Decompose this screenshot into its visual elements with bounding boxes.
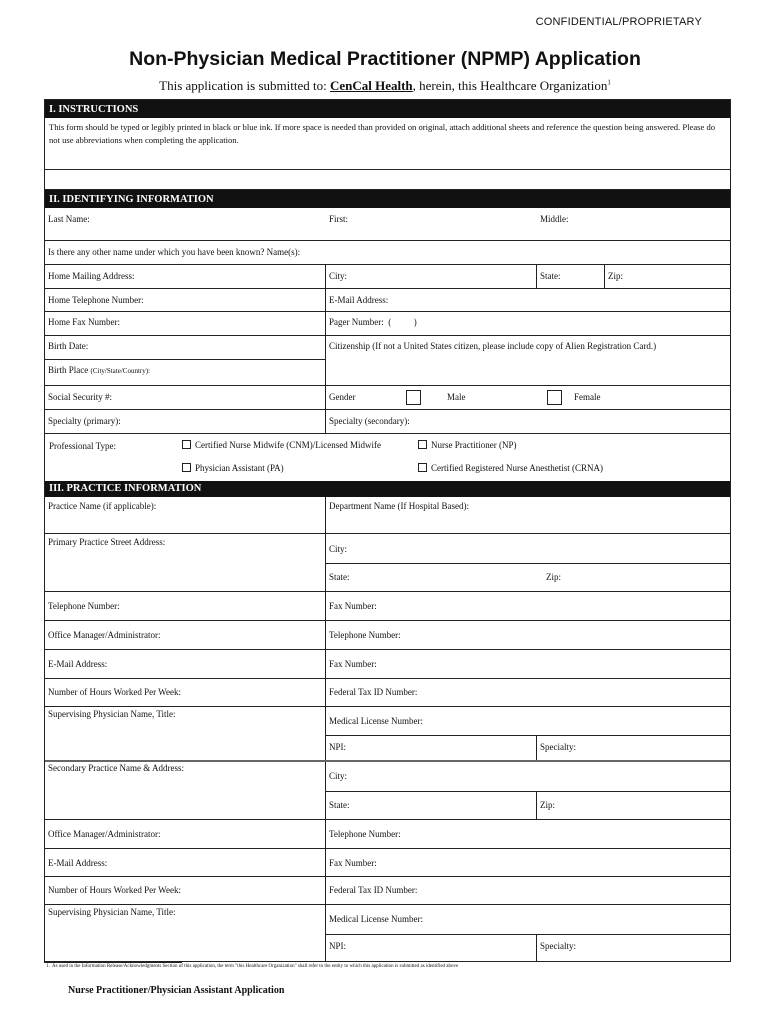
last-name-field[interactable]: Last Name: — [48, 214, 90, 224]
secondary-fax-field[interactable]: Fax Number: — [329, 858, 377, 868]
secondary-address-field[interactable]: Secondary Practice Name & Address: — [45, 762, 326, 819]
primary-license-field[interactable]: Medical License Number: — [326, 707, 730, 736]
home-state-field[interactable]: State: — [537, 265, 605, 288]
cnm-checkbox[interactable] — [182, 440, 191, 449]
primary-email-row — [45, 650, 730, 679]
primary-npi-row — [326, 736, 730, 760]
primary-manager-row — [45, 621, 730, 650]
footnote-number: 1 — [46, 964, 49, 969]
first-name-field[interactable]: First: — [329, 214, 349, 224]
primary-specialty-field[interactable]: Specialty: — [540, 742, 576, 752]
gender-label: Gender — [329, 391, 356, 402]
section-instructions-heading: I. INSTRUCTIONS — [45, 100, 730, 118]
spacer-row — [45, 170, 730, 190]
specialty-primary-field[interactable]: Specialty (primary): — [45, 410, 326, 433]
primary-zip-field[interactable]: Zip: — [546, 572, 561, 582]
ssn-row — [45, 386, 730, 410]
birth-place-label: Birth Place — [48, 365, 89, 375]
secondary-city-state-col — [326, 762, 730, 819]
secondary-license-col — [326, 905, 730, 961]
pager-field[interactable]: Pager Number: ( ) — [329, 317, 417, 327]
crna-checkbox[interactable] — [418, 463, 427, 472]
male-label: Male — [447, 391, 466, 402]
secondary-supervising-row — [45, 905, 730, 961]
home-address-row — [45, 265, 730, 289]
np-label: Nurse Practitioner (NP) — [431, 440, 517, 450]
home-fax-row — [45, 312, 730, 336]
specialty-secondary-field[interactable]: Specialty (secondary): — [329, 416, 410, 426]
pa-checkbox[interactable] — [182, 463, 191, 472]
section-practice-heading: III. PRACTICE INFORMATION — [45, 481, 730, 497]
primary-phone-row — [45, 592, 730, 621]
section-identifying-heading: II. IDENTIFYING INFORMATION — [45, 190, 730, 208]
birth-date-field[interactable]: Birth Date: — [45, 336, 325, 360]
primary-npi-field[interactable]: NPI: — [326, 736, 537, 760]
primary-email-fax-field[interactable]: Fax Number: — [329, 659, 377, 669]
home-phone-field[interactable]: Home Telephone Number: — [45, 289, 326, 311]
cnm-option[interactable] — [182, 440, 381, 450]
primary-tax-id-field[interactable]: Federal Tax ID Number: — [329, 687, 418, 697]
department-field[interactable]: Department Name (If Hospital Based): — [329, 501, 469, 511]
secondary-supervising-field[interactable]: Supervising Physician Name, Title: — [45, 905, 326, 961]
secondary-tax-id-field[interactable]: Federal Tax ID Number: — [329, 885, 418, 895]
confidential-label: CONFIDENTIAL/PROPRIETARY — [535, 16, 702, 28]
np-checkbox[interactable] — [418, 440, 427, 449]
primary-city-state-col — [326, 534, 730, 591]
primary-manager-field[interactable]: Office Manager/Administrator: — [45, 621, 326, 649]
female-checkbox[interactable] — [547, 390, 562, 405]
secondary-email-field[interactable]: E-Mail Address: — [45, 849, 326, 876]
professional-type-label: Professional Type: — [49, 441, 116, 451]
crna-option[interactable] — [418, 463, 603, 473]
secondary-hours-field[interactable]: Number of Hours Worked Per Week: — [45, 877, 326, 904]
male-checkbox[interactable] — [406, 390, 421, 405]
secondary-npi-field[interactable]: NPI: — [326, 935, 537, 961]
footnote: 1. As used in the Information Release/Acknowledgments Section of this application, the term "this Healthcare Organization" shall refer to the entity to which this application is submitted as identified above — [46, 964, 459, 969]
page-subtitle — [0, 78, 770, 94]
application-form — [44, 99, 731, 962]
primary-email-field[interactable]: E-Mail Address: — [45, 650, 326, 678]
np-option[interactable] — [418, 440, 516, 450]
name-row — [45, 208, 730, 241]
other-name-row — [45, 241, 730, 265]
home-zip-field[interactable]: Zip: — [608, 271, 623, 281]
primary-state-field[interactable]: State: — [329, 572, 350, 582]
birth-place-note: (City/State/Country): — [90, 367, 150, 375]
home-email-field[interactable]: E-Mail Address: — [329, 295, 389, 305]
birth-col — [45, 336, 326, 385]
home-city-field[interactable]: City: — [326, 265, 537, 288]
secondary-address-row — [45, 762, 730, 820]
middle-name-field[interactable]: Middle: — [540, 214, 569, 224]
professional-type-row — [45, 434, 730, 458]
primary-manager-phone-field[interactable]: Telephone Number: — [329, 630, 401, 640]
crna-label: Certified Registered Nurse Anesthetist (CRNA) — [431, 463, 603, 473]
primary-phone-field[interactable]: Telephone Number: — [45, 592, 326, 620]
practice-name-field[interactable]: Practice Name (if applicable): — [45, 497, 326, 533]
primary-hours-row — [45, 679, 730, 707]
home-address-field[interactable]: Home Mailing Address: — [45, 265, 326, 288]
secondary-specialty-field[interactable]: Specialty: — [540, 941, 576, 951]
primary-city-field[interactable]: City: — [326, 534, 730, 564]
footnote-ref: 1 — [607, 78, 611, 87]
primary-address-field[interactable]: Primary Practice Street Address: — [45, 534, 326, 591]
practice-name-row — [45, 497, 730, 534]
home-fax-field[interactable]: Home Fax Number: — [45, 312, 326, 335]
secondary-state-field[interactable]: State: — [326, 792, 537, 819]
gender-field — [326, 386, 730, 409]
subtitle-pre: This application is submitted to: — [159, 78, 327, 93]
secondary-manager-row — [45, 820, 730, 849]
secondary-phone-field[interactable]: Telephone Number: — [329, 829, 401, 839]
secondary-manager-field[interactable]: Office Manager/Administrator: — [45, 820, 326, 848]
primary-supervising-field[interactable]: Supervising Physician Name, Title: — [45, 707, 326, 760]
other-name-field[interactable]: Is there any other name under which you have been known? Name(s): — [48, 247, 301, 257]
birth-place-field[interactable] — [45, 360, 325, 385]
footnote-text: As used in the Information Release/Acknowledgments Section of this application, the term "this Healthcare Organization" shall refer to the entity to which this application is submitted as identified above — [51, 964, 459, 969]
primary-fax-field[interactable]: Fax Number: — [329, 601, 377, 611]
home-phone-row — [45, 289, 730, 312]
primary-hours-field[interactable]: Number of Hours Worked Per Week: — [45, 679, 326, 706]
ssn-field[interactable]: Social Security #: — [45, 386, 326, 409]
secondary-hours-row — [45, 877, 730, 905]
subtitle-post: , herein, this Healthcare Organization — [412, 78, 608, 93]
secondary-npi-row — [326, 935, 730, 961]
instructions-text: This form should be typed or legibly printed in black or blue ink. If more space is needed than provided on original, attach additional sheets and reference the question being answered. Please do not use abbreviations when completing the application. — [45, 118, 730, 170]
secondary-email-row — [45, 849, 730, 877]
page-footer: Nurse Practitioner/Physician Assistant Application — [68, 985, 285, 996]
primary-license-col — [326, 707, 730, 760]
professional-type-row-2 — [45, 458, 730, 481]
page-title: Non-Physician Medical Practitioner (NPMP) Application — [129, 48, 641, 70]
pa-label: Physician Assistant (PA) — [195, 463, 284, 473]
organization-name: CenCal Health — [329, 78, 413, 93]
citizenship-field[interactable]: Citizenship (If not a United States citizen, please include copy of Alien Registration Card.) — [329, 341, 657, 351]
primary-supervising-row — [45, 707, 730, 762]
secondary-license-field[interactable]: Medical License Number: — [326, 905, 730, 935]
primary-state-zip — [326, 564, 730, 591]
secondary-state-zip — [326, 792, 730, 819]
pa-option[interactable] — [182, 463, 284, 473]
birth-row — [45, 336, 730, 386]
secondary-city-field[interactable]: City: — [326, 762, 730, 792]
female-label: Female — [574, 391, 601, 402]
primary-address-row — [45, 534, 730, 592]
specialty-row — [45, 410, 730, 434]
secondary-zip-field[interactable]: Zip: — [540, 800, 555, 810]
cnm-label: Certified Nurse Midwife (CNM)/Licensed Midwife — [195, 440, 381, 450]
footnote-divider — [44, 962, 182, 963]
